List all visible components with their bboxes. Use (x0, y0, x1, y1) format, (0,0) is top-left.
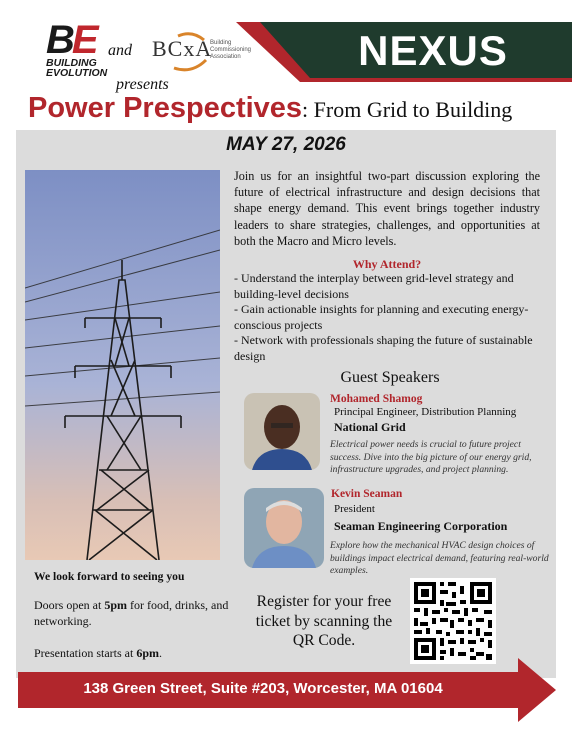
be-logo-e: E (71, 18, 96, 62)
and-text: and (108, 42, 132, 59)
why-attend-title: Why Attend? (352, 257, 422, 271)
speaker-photo-kevin (244, 488, 324, 568)
be-logo-line2: EVOLUTION (46, 67, 108, 79)
doors-suffix: for food, drinks, and networking. (34, 598, 229, 628)
doors-prefix: Doors open at (34, 598, 105, 612)
intro-paragraph: Join us for an insightful two-part discussion exploring the future of electrical infrastructure and design decisions that shape energy demand. This event brings together industry leaders to share strategies, challenges, and opportunities at both the Macro and Micro levels. (234, 169, 540, 248)
speaker-name: Mohamed Shamog (330, 393, 423, 405)
bcxa-caption: Building Commissioning Association (210, 40, 252, 60)
presentation-suffix: . (158, 646, 162, 660)
be-logo-line1: BUILDING (46, 57, 97, 69)
presents-text: presents (116, 76, 169, 93)
speaker-name: Kevin Seaman (331, 488, 403, 500)
qr-code-icon[interactable] (410, 578, 496, 664)
look-forward-text: We look forward to seeing you (34, 570, 185, 583)
guest-speakers-heading: Guest Speakers (340, 369, 440, 386)
list-item: - Network with professionals shaping the future of sustainable design (234, 333, 533, 363)
list-item: - Gain actionable insights for planning and executing energy-conscious projects (234, 302, 529, 332)
be-logo-b: B (46, 18, 72, 62)
presentation-time: 6pm (136, 646, 159, 660)
event-title-colon: : (302, 97, 309, 122)
presentation-prefix: Presentation starts at (34, 646, 137, 660)
doors-open-text (34, 598, 234, 629)
event-title-sub: From Grid to Building (308, 97, 513, 122)
speaker-org: Seaman Engineering Corporation (334, 519, 508, 533)
tower-photo (25, 170, 220, 560)
speaker-org: National Grid (334, 420, 406, 434)
nexus-title: NEXUS (358, 27, 508, 74)
event-title-main: Power Prespectives (28, 92, 303, 124)
building-evolution-logo (46, 18, 108, 79)
speaker-description: Electrical power needs is crucial to future project success. Dive into the big picture of our energy grid, infrastructure upgrades, and project planning. (330, 439, 532, 476)
speaker-photo-mohamed (244, 393, 320, 470)
event-title (28, 92, 558, 125)
speaker-description: Explore how the mechanical HVAC design choices of buildings impact electrical demand, featuring real-world examples. (330, 540, 549, 577)
speaker-title: Principal Engineer, Distribution Planning (334, 406, 517, 418)
why-attend-list (234, 271, 544, 365)
register-text: Register for your free ticket by scanning the QR Code. (255, 593, 393, 649)
speaker-title: President (334, 503, 375, 515)
bcxa-logo-text: BCxA (152, 36, 213, 61)
event-date: MAY 27, 2026 (226, 134, 346, 155)
doors-time: 5pm (104, 598, 127, 612)
list-item: - Understand the interplay between grid-level strategy and building-level decisions (234, 271, 514, 301)
be-logo-mark (46, 18, 106, 62)
event-address: 138 Green Street, Suite #203, Worcester, MA 01604 (83, 680, 443, 697)
